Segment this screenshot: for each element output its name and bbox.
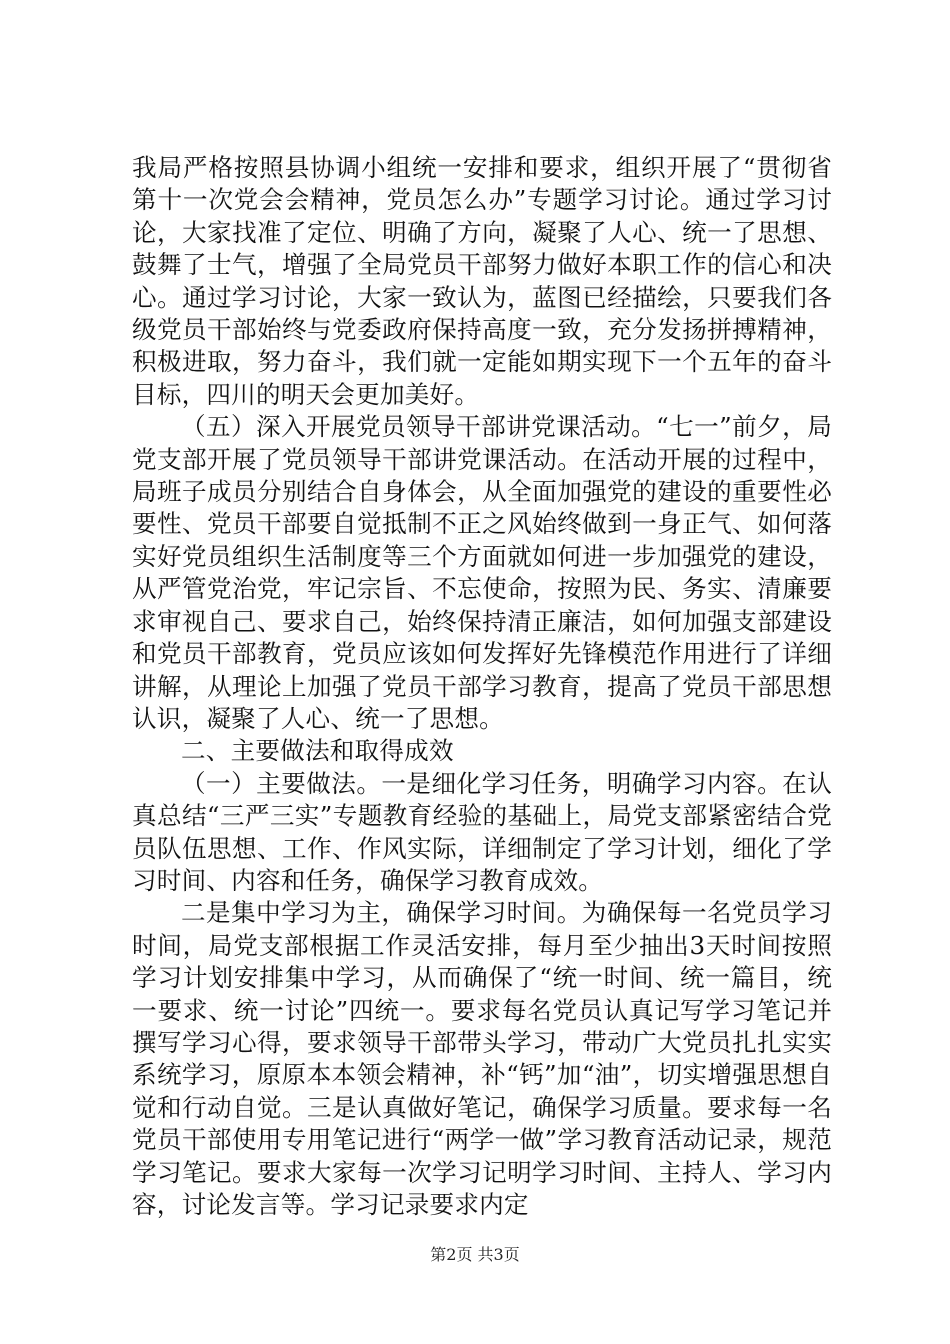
paragraph-centralized-study: 二是集中学习为主，确保学习时间。为确保每一名党员学习时间，局党支部根据工作灵活安排，每月至少抽出3天时间按照学习计划安排集中学习，从而确保了“统一时间、统一篇目，统一要求、统一讨论”四统一。要求每名党员认真记写学习笔记并撰写学习心得，要求领导干部带头学习，带动广大党员扎扎实实系统学习，原原本本领会精神，补“钙”加“油”，切实增强思想自觉和行动自觉。三是认真做好笔记，确保学习质量。要求每一名党员干部使用专用笔记进行“两学一做”学习教育活动记录，规范学习笔记。要求大家每一次学习记明学习时间、主持人、学习内容，讨论发言等。学习记录要求内定 [132,898,832,1219]
page-footer: 第2页 共3页 [430,1245,520,1264]
paragraph-main-practices: （一）主要做法。一是细化学习任务，明确学习内容。在认真总结“三严三实”专题教育经验的基础上，局党支部紧密结合党员队伍思想、工作、作风实际，详细制定了学习计划，细化了学习时间、内容和任务，确保学习教育成效。 [132,768,832,895]
paragraph-party-lecture: （五）深入开展党员领导干部讲党课活动。“七一”前夕，局党支部开展了党员领导干部讲党课活动。在活动开展的过程中，局班子成员分别结合自身体会，从全面加强党的建设的重要性必要性、党员干部要自觉抵制不正之风始终做到一身正气、如何落实好党员组织生活制度等三个方面就如何进一步加强党的建设，从严管党治党，牢记宗旨、不忘使命，按照为民、务实、清廉要求审视自己、要求自己，始终保持清正廉洁，如何加强支部建设和党员干部教育，党员应该如何发挥好先锋模范作用进行了详细讲解，从理论上加强了党员干部学习教育，提高了党员干部思想认识，凝聚了人心、统一了思想。 [132,412,832,733]
document-body [132,152,832,1221]
section-heading: 二、主要做法和取得成效 [181,736,454,766]
paragraph-study-discussion: 我局严格按照县协调小组统一安排和要求，组织开展了“贯彻省第十一次党会会精神，党员怎么办”专题学习讨论。通过学习讨论，大家找准了定位、明确了方向，凝聚了人心、统一了思想、鼓舞了士气，增强了全局党员干部努力做好本职工作的信心和决心。通过学习讨论，大家一致认为，蓝图已经描绘，只要我们各级党员干部始终与党委政府保持高度一致，充分发扬拼搏精神，积极进取，努力奋斗，我们就一定能如期实现下一个五年的奋斗目标，四川的明天会更加美好。 [132,153,832,409]
